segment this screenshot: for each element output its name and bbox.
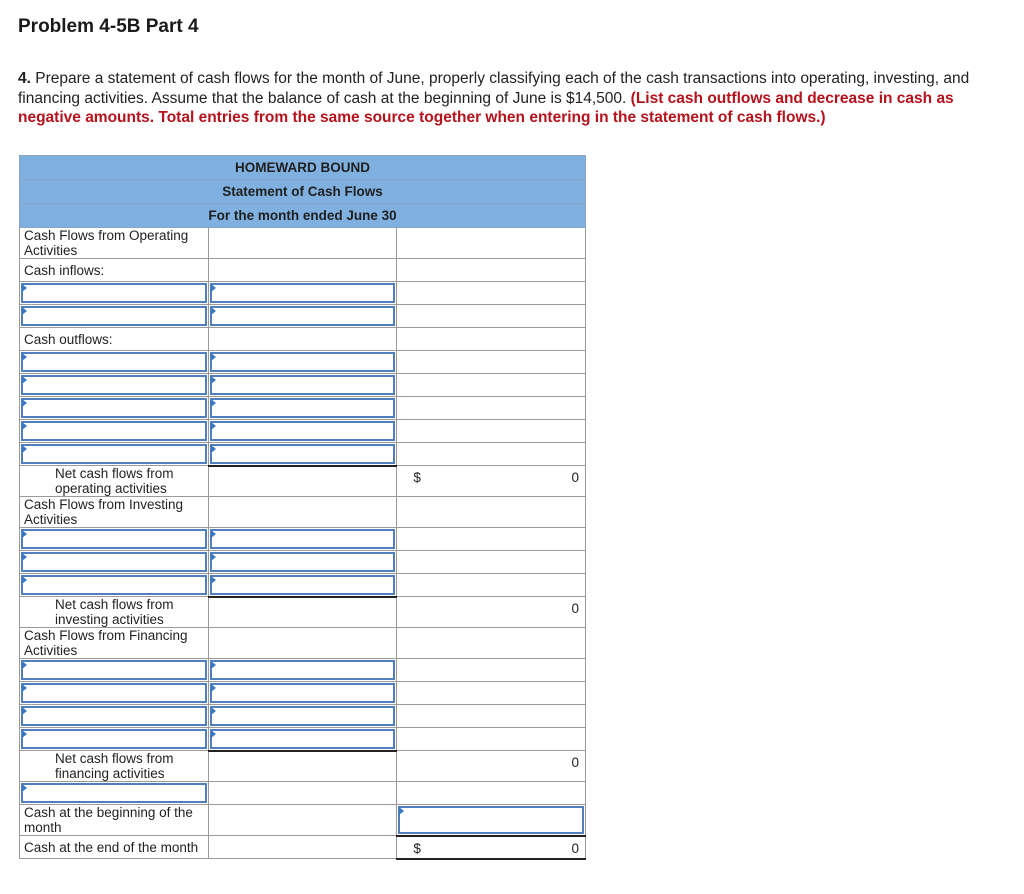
instruction-number: 4. <box>18 70 31 87</box>
statement-name: Statement of Cash Flows <box>20 180 586 204</box>
operating-inflow-label-input-1[interactable] <box>20 282 209 305</box>
operating-header: Cash Flows from Operating Activities <box>20 228 209 259</box>
operating-outflow-label-input-3[interactable] <box>20 397 209 420</box>
investing-amount-input-1[interactable] <box>208 528 397 551</box>
operating-outflow-label-input-5[interactable] <box>20 443 209 466</box>
financing-label-input-1[interactable] <box>20 659 209 682</box>
cash-end-label: Cash at the end of the month <box>20 836 209 859</box>
net-investing-total <box>397 597 586 628</box>
financing-label-input-4[interactable] <box>20 728 209 751</box>
investing-label-input-3[interactable] <box>20 574 209 597</box>
cash-end-value: 0 <box>571 840 579 856</box>
operating-outflow-amount-input-3[interactable] <box>208 397 397 420</box>
net-financing-label: Net cash flows from financing activities <box>20 751 209 782</box>
cash-end-total <box>397 836 586 859</box>
dollar-sign: $ <box>413 470 421 485</box>
operating-outflow-amount-input-5[interactable] <box>208 443 397 466</box>
operating-outflow-label-input-4[interactable] <box>20 420 209 443</box>
net-operating-label: Net cash flows from operating activities <box>20 466 209 497</box>
cash-outflows-label: Cash outflows: <box>20 328 209 351</box>
company-name: HOMEWARD BOUND <box>20 156 586 180</box>
instructions <box>18 69 1008 128</box>
investing-amount-input-2[interactable] <box>208 551 397 574</box>
net-change-label-input[interactable] <box>20 782 209 805</box>
cash-inflows-label: Cash inflows: <box>20 259 209 282</box>
financing-amount-input-2[interactable] <box>208 682 397 705</box>
page-title: Problem 4-5B Part 4 <box>18 16 199 37</box>
dollar-sign: $ <box>413 840 421 856</box>
financing-label-input-2[interactable] <box>20 682 209 705</box>
operating-outflow-amount-input-1[interactable] <box>208 351 397 374</box>
financing-amount-input-1[interactable] <box>208 659 397 682</box>
net-financing-value: 0 <box>571 755 579 770</box>
net-investing-label: Net cash flows from investing activities <box>20 597 209 628</box>
investing-label-input-1[interactable] <box>20 528 209 551</box>
instruction-text: Prepare a statement of cash flows for the month of June, properly classifying each of the cash transactions into operating, investing, and financing activities. Assume that the balance of cash at the beginning of June is $14,500. <box>18 70 970 107</box>
operating-inflow-label-input-2[interactable] <box>20 305 209 328</box>
instruction-note: (List cash outflows and decrease in cash as negative amounts. Total entries from the same source together when entering in the statement of cash flows.) <box>18 89 954 126</box>
operating-outflow-label-input-1[interactable] <box>20 351 209 374</box>
net-financing-total <box>397 751 586 782</box>
cash-beginning-label: Cash at the beginning of the month <box>20 805 209 836</box>
operating-outflow-label-input-2[interactable] <box>20 374 209 397</box>
net-investing-value: 0 <box>571 601 579 616</box>
financing-header: Cash Flows from Financing Activities <box>20 628 209 659</box>
operating-inflow-amount-input-1[interactable] <box>208 282 397 305</box>
operating-inflow-amount-input-2[interactable] <box>208 305 397 328</box>
investing-label-input-2[interactable] <box>20 551 209 574</box>
net-operating-value: 0 <box>571 470 579 485</box>
operating-outflow-amount-input-4[interactable] <box>208 420 397 443</box>
investing-amount-input-3[interactable] <box>208 574 397 597</box>
net-operating-total <box>397 466 586 497</box>
cash-flow-statement <box>19 155 586 860</box>
financing-amount-input-4[interactable] <box>208 728 397 751</box>
statement-period: For the month ended June 30 <box>20 204 586 228</box>
financing-amount-input-3[interactable] <box>208 705 397 728</box>
financing-label-input-3[interactable] <box>20 705 209 728</box>
operating-outflow-amount-input-2[interactable] <box>208 374 397 397</box>
cash-beginning-amount-input[interactable] <box>397 805 586 836</box>
investing-header: Cash Flows from Investing Activities <box>20 497 209 528</box>
